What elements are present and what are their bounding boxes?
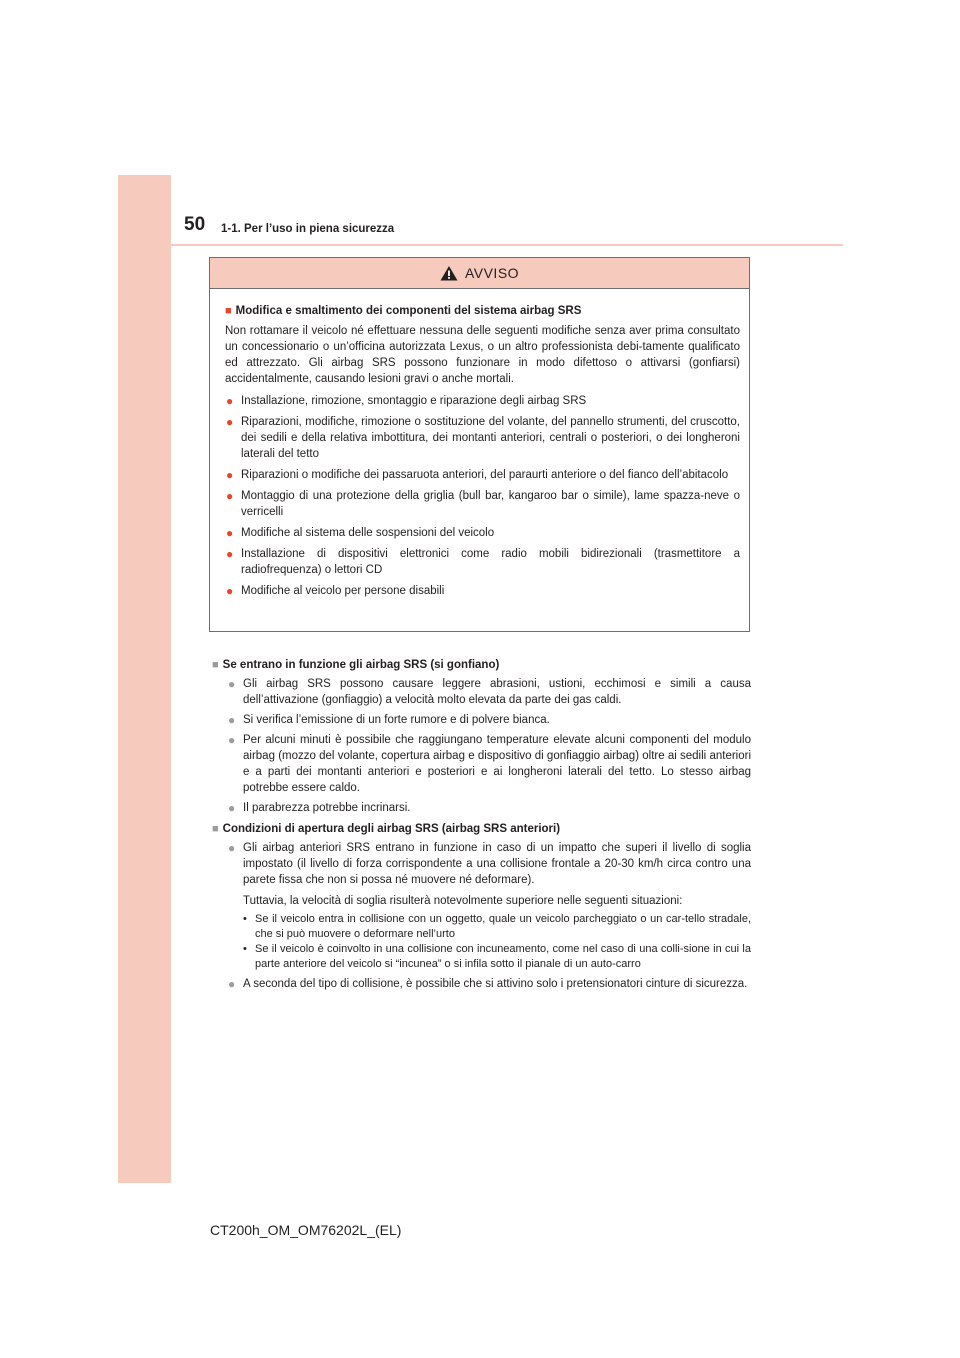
list-item: ● Gli airbag SRS possono causare leggere abrasioni, ustioni, ecchimosi e simili a causa dell’attivazione (gonfiaggio) a velocità molto elevata da parte dei gas caldi. — [228, 677, 751, 706]
list-item: ● Modifiche al veicolo per persone disabili — [226, 584, 445, 598]
circle-bullet-icon: ● — [226, 415, 234, 429]
list-item: • Se il veicolo entra in collisione con un oggetto, quale un veicolo parcheggiato o un car-tello stradale, che si può muovere o deformare nell’urto — [243, 913, 751, 940]
circle-bullet-icon: ● — [226, 468, 234, 482]
warning-triangle-icon — [440, 265, 458, 281]
section2-subitems — [227, 912, 751, 972]
section1-list — [227, 676, 751, 816]
square-bullet-icon: ■ — [225, 305, 232, 317]
header-rule — [171, 244, 843, 246]
circle-bullet-icon: ● — [226, 526, 234, 540]
square-bullet-icon: ■ — [212, 659, 219, 671]
circle-bullet-icon: ● — [228, 713, 236, 727]
warning-header — [210, 258, 749, 289]
list-item: ● Il parabrezza potrebbe incrinarsi. — [228, 801, 411, 815]
warning-heading — [225, 303, 740, 319]
list-item: ● Gli airbag anteriori SRS entrano in funzione in caso di un impatto che superi il livello di soglia impostato (il livello di forza corrispondente a una collisione frontale a 20-30 km/h circa contro una parete fissa che non si possa né muovere né deformare). — [228, 841, 751, 886]
section2-heading-text: Condizioni di apertura degli airbag SRS (airbag SRS anteriori) — [222, 823, 561, 835]
section2-list-2 — [227, 976, 751, 992]
section1-heading — [212, 657, 751, 673]
list-item: ● Modifiche al sistema delle sospensioni del veicolo — [226, 526, 495, 540]
list-item: ● Per alcuni minuti è possibile che raggiungano temperature elevate alcuni componenti del modulo airbag (mozzo del volante, copertura airbag e dispositivo di gonfiaggio airbag) oltre ai sedili anteriori e a parti dei montanti anteriori e posteriori e ai longheroni laterali del tetto. Lo stesso airbag potrebbe essere caldo. — [228, 733, 751, 794]
circle-bullet-icon: ● — [226, 394, 234, 408]
list-item: ● Riparazioni, modifiche, rimozione o sostituzione del volante, del pannello strumenti, del cruscotto, dei sedili e della relativa imbottitura, dei montanti anteriori, centrali o posteriori, o dei longheroni laterali del tetto — [226, 415, 740, 460]
square-bullet-icon: ■ — [212, 823, 219, 835]
section-title: 1-1. Per l’uso in piena sicurezza — [221, 223, 395, 235]
list-item: • Se il veicolo è coinvolto in una collisione con incuneamento, come nel caso di una colli-sione in cui la parte anteriore del veicolo si “incunea” o si infila sotto il pianale di un auto-carro — [243, 943, 751, 970]
list-item: ● Si verifica l’emissione di un forte rumore e di polvere bianca. — [228, 713, 550, 727]
circle-bullet-icon: ● — [226, 547, 234, 561]
list-item: ● Installazione, rimozione, smontaggio e riparazione degli airbag SRS — [226, 394, 587, 408]
circle-bullet-icon: ● — [228, 977, 236, 991]
circle-bullet-icon: ● — [228, 733, 236, 747]
section2-heading — [212, 821, 751, 837]
warning-title: AVVISO — [464, 265, 520, 281]
warning-intro: Non rottamare il veicolo né effettuare nessuna delle seguenti modifiche senza aver prima consultato un concessionario o un’officina autorizzata Lexus, o un altro professionista debi-tamente qualificato ed attrezzato. Gli airbag SRS possono funzionare in modo difettoso o attivarsi (gonfiarsi) accidentalmente, causando lesioni gravi o anche mortali. — [225, 325, 740, 385]
list-item: ● Riparazioni o modifiche dei passaruota anteriori, del paraurti anteriore o del fianco dell’abitacolo — [226, 468, 729, 482]
circle-bullet-icon: ● — [226, 489, 234, 503]
main-content — [212, 657, 751, 992]
circle-bullet-icon: ● — [226, 584, 234, 598]
section1-heading-text: Se entrano in funzione gli airbag SRS (si gonfiano) — [222, 659, 500, 671]
circle-bullet-icon: ● — [228, 677, 236, 691]
circle-bullet-icon: ● — [228, 801, 236, 815]
sidebar-band — [118, 175, 171, 1183]
document-code: CT200h_OM_OM76202L_(EL) — [210, 1222, 402, 1238]
warning-box — [209, 257, 750, 632]
warning-list — [225, 393, 740, 599]
list-item: ● Montaggio di una protezione della griglia (bull bar, kangaroo bar o simile), lame spazza-neve o verricelli — [226, 489, 740, 518]
circle-bullet-icon: ● — [228, 841, 236, 855]
section2-note: Tuttavia, la velocità di soglia risulterà notevolmente superiore nelle seguenti situazioni: — [243, 895, 683, 907]
section2-list — [227, 840, 751, 888]
list-item: ● A seconda del tipo di collisione, è possibile che si attivino solo i pretensionatori cinture di sicurezza. — [228, 977, 748, 991]
list-item: ● Installazione di dispositivi elettronici come radio mobili bidirezionali (trasmettitore a radiofrequenza) o lettori CD — [226, 547, 740, 576]
warning-heading-text: Modifica e smaltimento dei componenti del sistema airbag SRS — [235, 305, 582, 317]
page-number: 50 — [184, 214, 206, 235]
